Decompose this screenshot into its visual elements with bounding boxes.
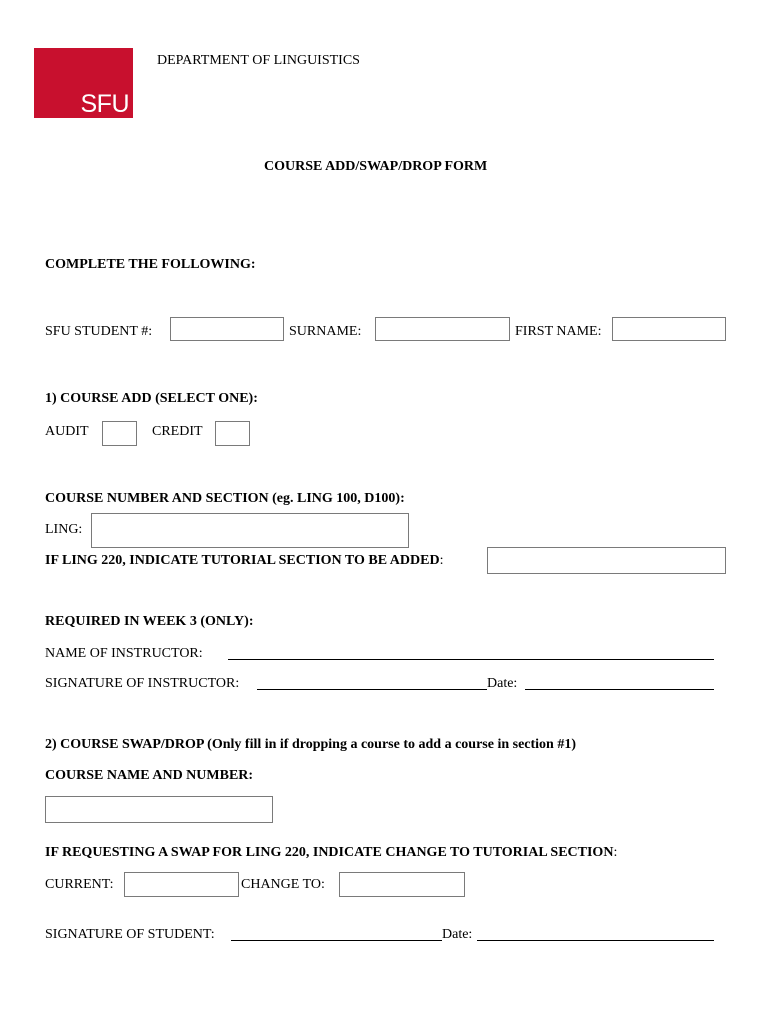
tutorial-add-colon: : <box>439 553 444 568</box>
first-name-field[interactable] <box>612 317 726 341</box>
audit-checkbox[interactable] <box>102 421 137 446</box>
course-add-heading: 1) COURSE ADD (SELECT ONE): <box>45 391 258 406</box>
ling-label: LING: <box>45 522 83 537</box>
student-signature-line[interactable] <box>231 940 442 941</box>
instructor-date-label: Date: <box>487 676 518 691</box>
sfu-logo-text: SFU <box>80 90 129 118</box>
course-name-heading: COURSE NAME AND NUMBER: <box>45 768 254 783</box>
tutorial-add-field[interactable] <box>487 547 726 574</box>
tutorial-add-label-text: IF LING 220, INDICATE TUTORIAL SECTION TO BE ADDED <box>45 553 440 568</box>
swap-tutorial-label <box>45 845 617 861</box>
tutorial-add-label <box>45 553 443 569</box>
ling-course-field[interactable] <box>91 513 409 548</box>
first-name-label: FIRST NAME: <box>515 324 602 339</box>
swap-drop-heading: 2) COURSE SWAP/DROP (Only fill in if dropping a course to add a course in section #1) <box>45 737 577 752</box>
instructor-name-label: NAME OF INSTRUCTOR: <box>45 646 203 661</box>
surname-field[interactable] <box>375 317 510 341</box>
instructions-heading: COMPLETE THE FOLLOWING: <box>45 257 256 272</box>
change-to-field[interactable] <box>339 872 465 897</box>
student-signature-label: SIGNATURE OF STUDENT: <box>45 927 215 942</box>
credit-label: CREDIT <box>152 424 203 439</box>
change-to-label: CHANGE TO: <box>241 877 325 892</box>
instructor-signature-label: SIGNATURE OF INSTRUCTOR: <box>45 676 240 691</box>
week3-heading: REQUIRED IN WEEK 3 (ONLY): <box>45 614 254 629</box>
current-label: CURRENT: <box>45 877 114 892</box>
student-date-label: Date: <box>442 927 473 942</box>
swap-tutorial-label-text: IF REQUESTING A SWAP FOR LING 220, INDICATE CHANGE TO TUTORIAL SECTION <box>45 845 614 860</box>
student-date-line[interactable] <box>477 940 714 941</box>
current-section-field[interactable] <box>124 872 239 897</box>
student-number-field[interactable] <box>170 317 284 341</box>
instructor-name-line[interactable] <box>228 659 714 660</box>
form-title: COURSE ADD/SWAP/DROP FORM <box>264 159 488 174</box>
instructor-signature-line[interactable] <box>257 689 487 690</box>
course-number-heading: COURSE NUMBER AND SECTION (eg. LING 100, D100): <box>45 491 405 506</box>
instructor-date-line[interactable] <box>525 689 714 690</box>
course-name-field[interactable] <box>45 796 273 823</box>
surname-label: SURNAME: <box>289 324 362 339</box>
department-name: DEPARTMENT OF LINGUISTICS <box>157 53 360 68</box>
credit-checkbox[interactable] <box>215 421 250 446</box>
swap-tutorial-colon: : <box>613 845 618 860</box>
student-number-label: SFU STUDENT #: <box>45 324 153 339</box>
audit-label: AUDIT <box>45 424 89 439</box>
sfu-logo <box>34 48 133 118</box>
